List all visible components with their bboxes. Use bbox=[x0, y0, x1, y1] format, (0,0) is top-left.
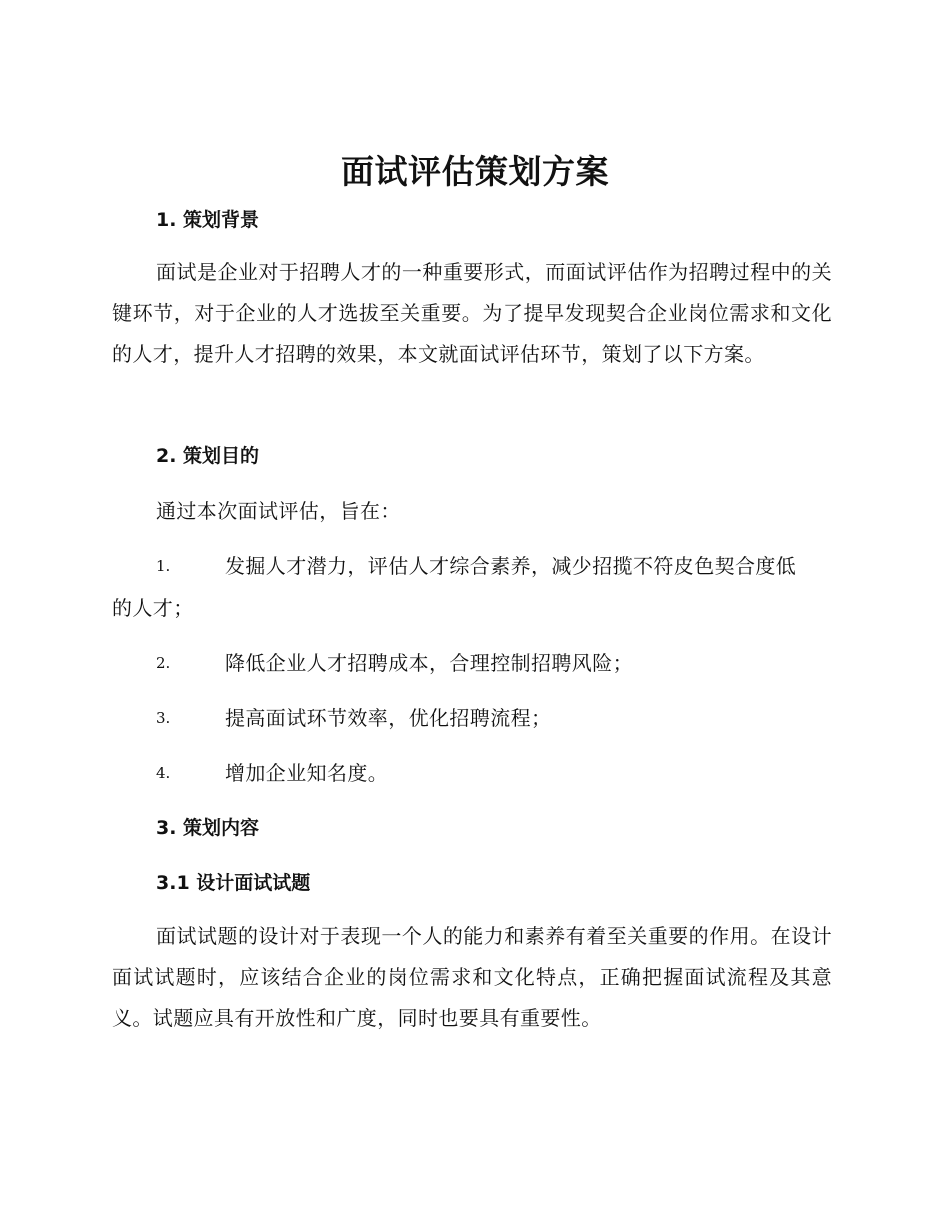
list-item-text: 提高面试环节效率，优化招聘流程； bbox=[225, 706, 552, 730]
document-title: 面试评估策划方案 bbox=[341, 152, 609, 191]
subsection-heading-questions: 3.1 设计面试试题 bbox=[156, 872, 311, 894]
paragraph-questions: 面试试题的设计对于表现一个人的能力和素养有着至关重要的作用。在设计面试试题时，应该结合企业的岗位需求和文化特点，正确把握面试流程及其意义。试题应具有开放性和广度，同时也要具有重要性。 bbox=[112, 924, 832, 1030]
list-item-number: 2. bbox=[156, 654, 171, 672]
list-item-text: 发掘人才潜力，评估人才综合素养，减少招揽不符皮色契合度低 bbox=[225, 554, 797, 578]
list-item-number: 3. bbox=[156, 709, 171, 727]
paragraph-background: 面试是企业对于招聘人才的一种重要形式，而面试评估作为招聘过程中的关键环节，对于企业的人才选拔至关重要。为了提早发现契合企业岗位需求和文化的人才，提升人才招聘的效果，本文就面试评估环节，策划了以下方案。 bbox=[112, 260, 832, 366]
list-item-number: 4. bbox=[156, 764, 171, 782]
list-item-text: 降低企业人才招聘成本，合理控制招聘风险； bbox=[225, 651, 633, 675]
section-heading-content: 3. 策划内容 bbox=[156, 817, 260, 839]
list-item-number: 1. bbox=[156, 557, 171, 575]
list-item-continuation: 的人才； bbox=[112, 596, 194, 620]
list-item-text: 增加企业知名度。 bbox=[225, 761, 389, 785]
purpose-intro: 通过本次面试评估，旨在： bbox=[156, 499, 401, 523]
section-heading-background: 1. 策划背景 bbox=[156, 209, 260, 231]
section-heading-purpose: 2. 策划目的 bbox=[156, 445, 260, 467]
